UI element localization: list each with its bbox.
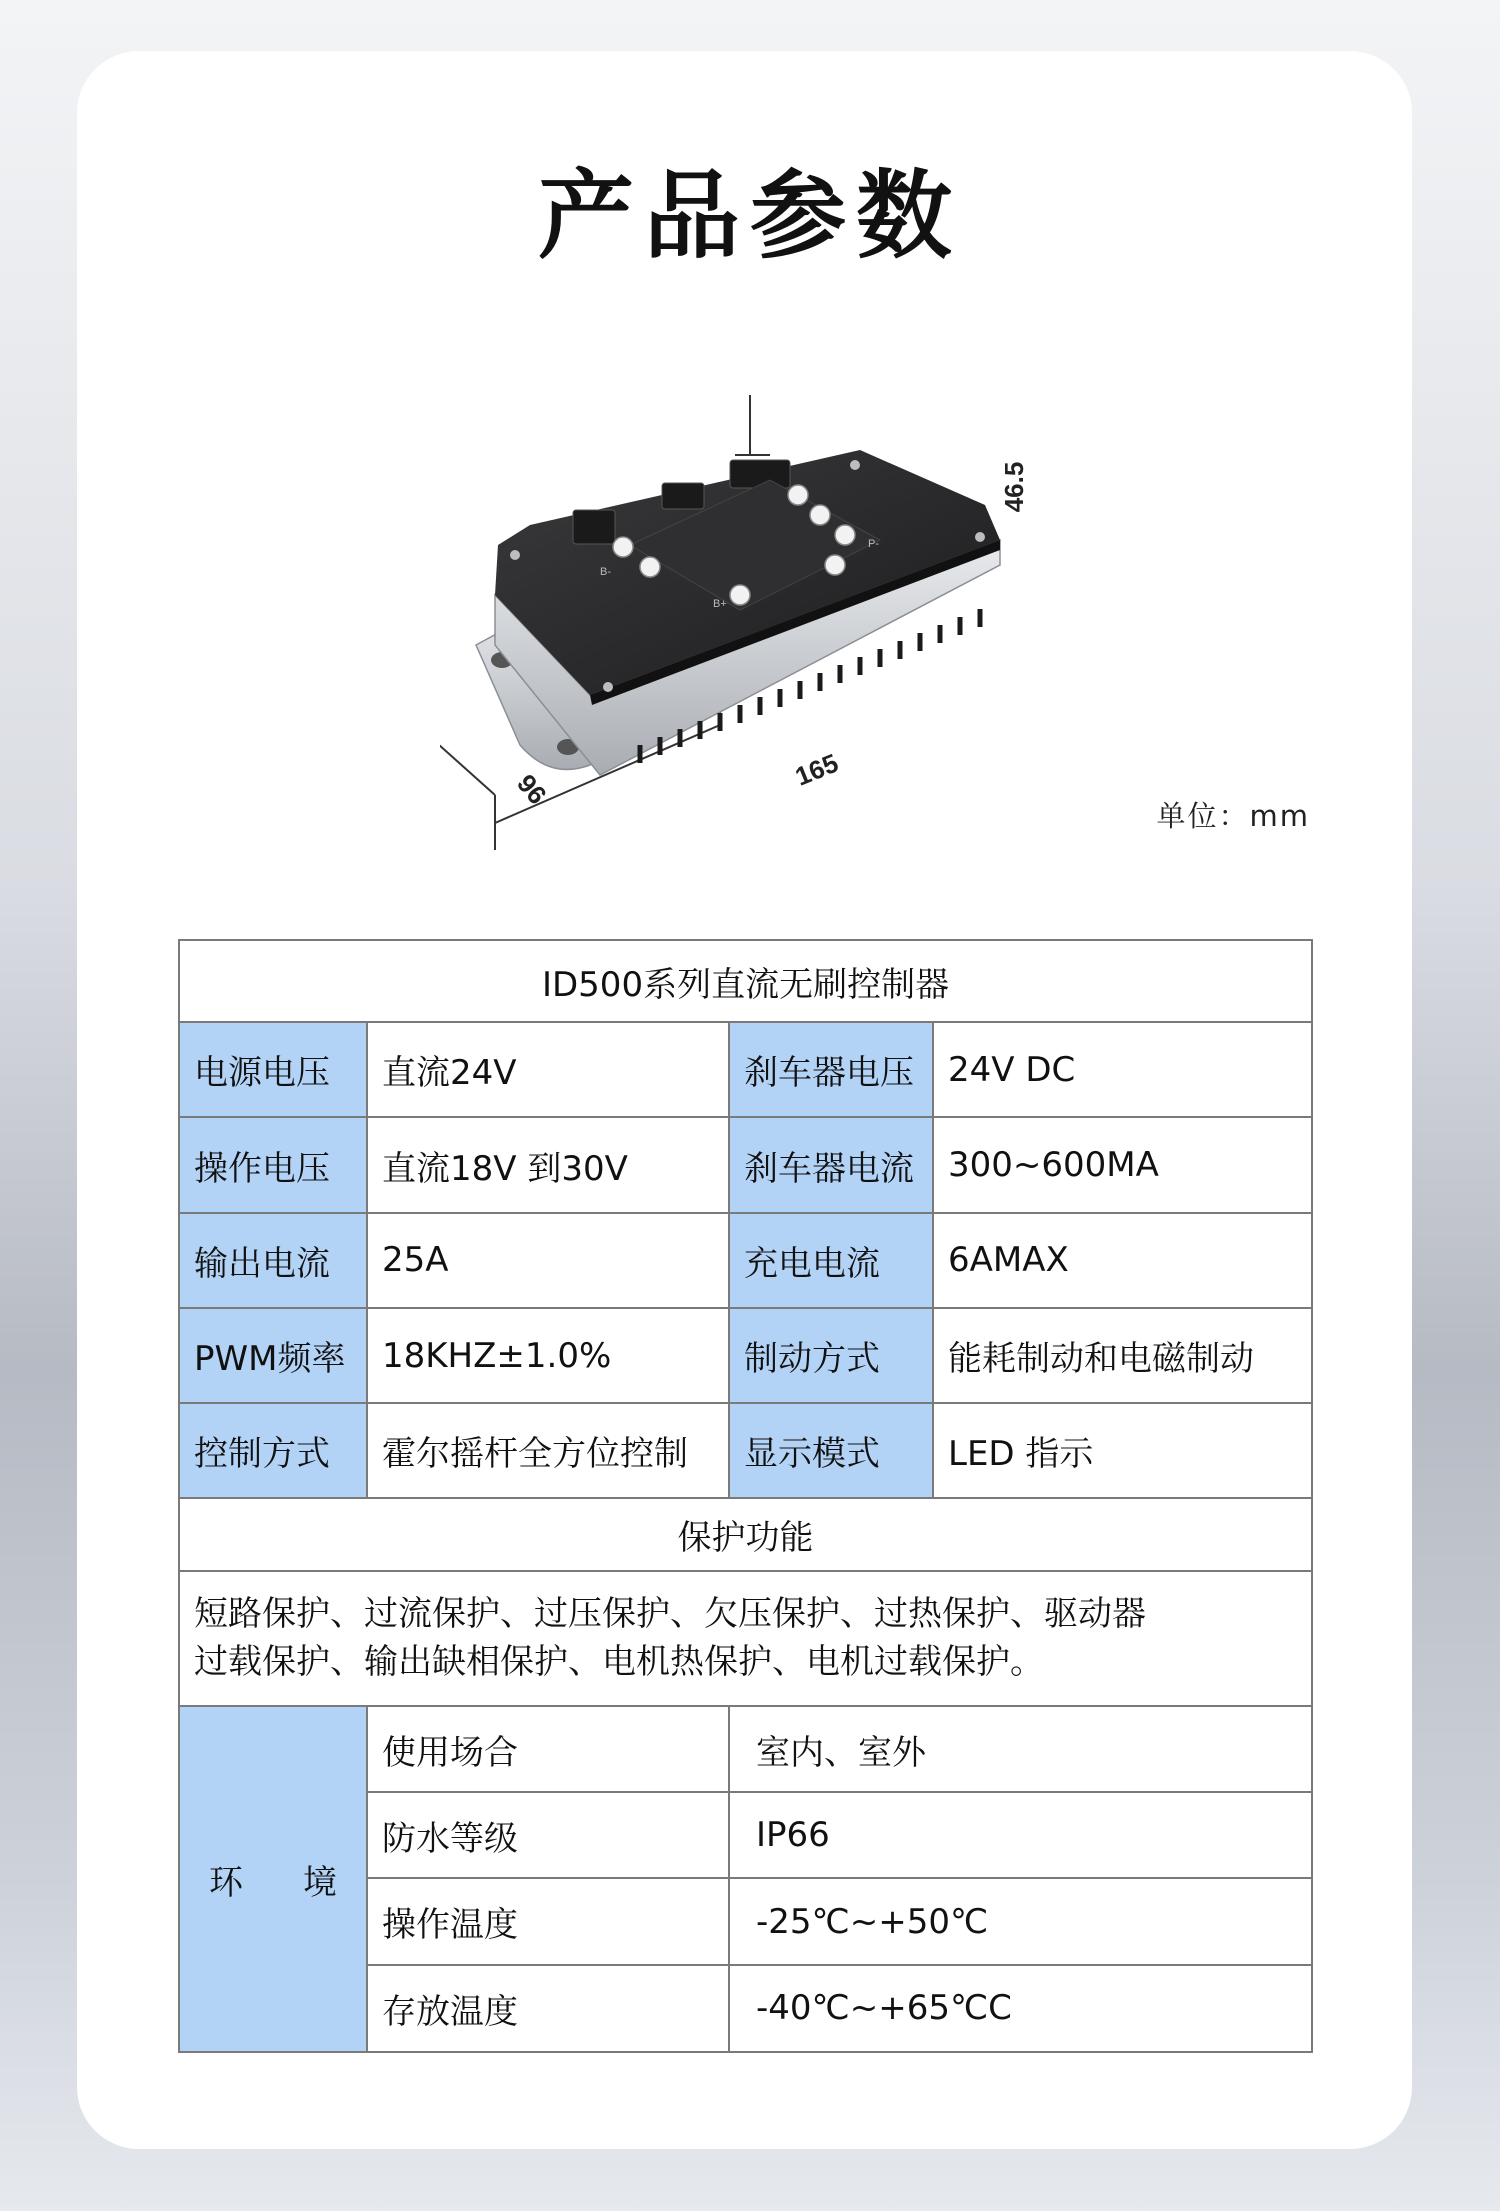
env-value: IP66 bbox=[729, 1792, 1312, 1878]
spec-label: 刹车器电流 bbox=[729, 1117, 933, 1212]
spec-label: 制动方式 bbox=[729, 1308, 933, 1403]
spec-value: 直流18V 到30V bbox=[367, 1117, 729, 1212]
environment-label-char: 环 bbox=[209, 1862, 243, 1903]
product-diagram bbox=[440, 395, 1140, 865]
dimension-height: 46.5 bbox=[999, 461, 1029, 513]
environment-label-char: 境 bbox=[303, 1862, 337, 1903]
protection-description bbox=[179, 1571, 1312, 1706]
page-title: 产品参数 bbox=[538, 160, 962, 272]
env-value: 室内、室外 bbox=[729, 1706, 1312, 1792]
dimension-length: 165 bbox=[790, 747, 843, 792]
unit-note: 单位：mm bbox=[1156, 799, 1310, 833]
env-value: -40℃~+65℃C bbox=[729, 1965, 1312, 2052]
spec-label: 显示模式 bbox=[729, 1403, 933, 1498]
spec-label: PWM频率 bbox=[179, 1308, 367, 1403]
env-name: 操作温度 bbox=[367, 1878, 729, 1964]
env-name: 防水等级 bbox=[367, 1792, 729, 1878]
terminal-label: B- bbox=[600, 566, 611, 578]
spec-label: 刹车器电压 bbox=[729, 1022, 933, 1117]
protection-title: 保护功能 bbox=[179, 1498, 1312, 1570]
protection-line: 短路保护、过流保护、过压保护、欠压保护、过热保护、驱动器 bbox=[194, 1594, 1146, 1635]
dimension-width: 96 bbox=[511, 768, 553, 810]
spec-label: 控制方式 bbox=[179, 1403, 367, 1498]
terminal-label: B+ bbox=[713, 598, 727, 610]
protection-line: 过载保护、输出缺相保护、电机热保护、电机过载保护。 bbox=[194, 1642, 1044, 1683]
spec-label: 输出电流 bbox=[179, 1213, 367, 1308]
env-value: -25℃~+50℃ bbox=[729, 1878, 1312, 1964]
spec-table-title: ID500系列直流无刷控制器 bbox=[179, 940, 1312, 1022]
spec-value: 能耗制动和电磁制动 bbox=[933, 1308, 1312, 1403]
spec-label: 充电电流 bbox=[729, 1213, 933, 1308]
spec-value: LED 指示 bbox=[933, 1403, 1312, 1498]
spec-label: 电源电压 bbox=[179, 1022, 367, 1117]
spec-value: 300~600MA bbox=[933, 1117, 1312, 1212]
env-name: 使用场合 bbox=[367, 1706, 729, 1792]
spec-value: 24V DC bbox=[933, 1022, 1312, 1117]
terminal-label: P- bbox=[868, 538, 879, 550]
env-name: 存放温度 bbox=[367, 1965, 729, 2052]
spec-value: 18KHZ±1.0% bbox=[367, 1308, 729, 1403]
spec-label: 操作电压 bbox=[179, 1117, 367, 1212]
environment-label bbox=[179, 1706, 367, 2052]
spec-value: 直流24V bbox=[367, 1022, 729, 1117]
spec-table bbox=[178, 939, 1313, 2053]
spec-value: 6AMAX bbox=[933, 1213, 1312, 1308]
spec-value: 25A bbox=[367, 1213, 729, 1308]
spec-value: 霍尔摇杆全方位控制 bbox=[367, 1403, 729, 1498]
